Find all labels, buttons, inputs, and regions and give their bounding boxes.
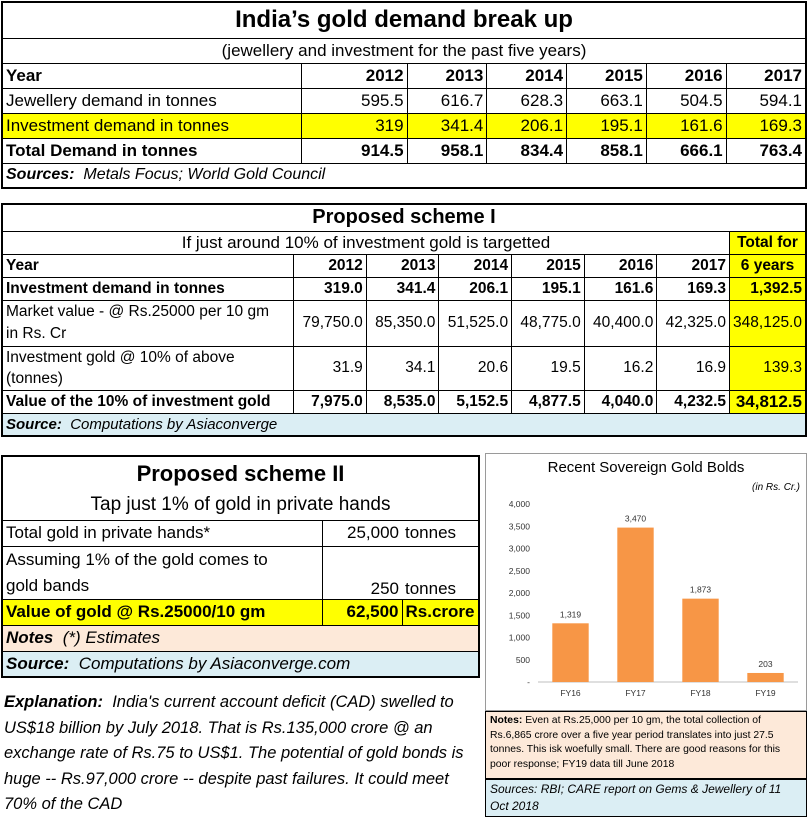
table-row bbox=[2, 346, 806, 390]
value-cell: 958.1 bbox=[407, 138, 487, 163]
value-cell: 250 bbox=[323, 546, 402, 599]
row-label bbox=[2, 300, 294, 346]
scheme1-title: Proposed scheme I bbox=[2, 204, 806, 231]
chart-unit-note: (in Rs. Cr.) bbox=[752, 482, 800, 493]
value-cell: 34.1 bbox=[366, 346, 439, 390]
year-header: Year bbox=[2, 63, 301, 88]
scheme1-table-block bbox=[1, 203, 807, 437]
value-cell: 169.3 bbox=[726, 113, 806, 138]
value-cell: 858.1 bbox=[567, 138, 647, 163]
explanation-text bbox=[4, 690, 482, 818]
scheme2-table-block bbox=[1, 455, 480, 678]
year-cell: 2014 bbox=[487, 63, 567, 88]
value-cell: 341.4 bbox=[366, 277, 439, 300]
unit-cell: tonnes bbox=[402, 520, 479, 546]
scheme1-source bbox=[2, 413, 806, 436]
table-row bbox=[2, 88, 806, 113]
year-cell: 2012 bbox=[294, 254, 367, 277]
scheme2-subtitle: Tap just 1% of gold in private hands bbox=[2, 490, 479, 520]
row-label: Total Demand in tonnes bbox=[2, 138, 301, 163]
value-cell: 42,325.0 bbox=[657, 300, 730, 346]
row-label bbox=[2, 346, 294, 390]
chart-notes-label: Notes: bbox=[490, 715, 523, 726]
sources-label: Sources: bbox=[6, 166, 75, 184]
scheme1-subtitle: If just around 10% of investment gold is targetted bbox=[2, 231, 730, 254]
demand-subtitle: (jewellery and investment for the past five years) bbox=[2, 38, 806, 63]
year-cell: 2017 bbox=[657, 254, 730, 277]
value-cell: 4,232.5 bbox=[657, 390, 730, 413]
value-cell: 16.2 bbox=[584, 346, 657, 390]
table-row bbox=[2, 599, 479, 625]
y-tick-label: 500 bbox=[515, 654, 530, 665]
notes-text: (*) Estimates bbox=[62, 628, 160, 647]
row-label: Jewellery demand in tonnes bbox=[2, 88, 301, 113]
row-label: Total gold in private hands* bbox=[2, 520, 323, 546]
source-label: Source: bbox=[6, 415, 62, 433]
row-label: Investment demand in tonnes bbox=[2, 113, 301, 138]
scheme2-notes bbox=[2, 625, 479, 651]
x-tick-label: FY16 bbox=[560, 688, 581, 698]
data-label: 1,873 bbox=[689, 584, 712, 595]
scheme2-source bbox=[2, 651, 479, 677]
row-label-line: gold bands bbox=[6, 575, 90, 595]
y-tick-label: - bbox=[527, 677, 530, 687]
value-cell: 628.3 bbox=[487, 88, 567, 113]
total-cell: 348,125.0 bbox=[730, 300, 807, 346]
value-cell: 834.4 bbox=[487, 138, 567, 163]
value-cell: 594.1 bbox=[726, 88, 806, 113]
value-cell: 595.5 bbox=[301, 88, 407, 113]
row-label-line: Assuming 1% of the gold comes to bbox=[6, 549, 268, 569]
value-cell: 161.6 bbox=[646, 113, 726, 138]
value-cell: 169.3 bbox=[657, 277, 730, 300]
value-cell: 5,152.5 bbox=[439, 390, 512, 413]
chart-notes-text: Even at Rs.25,000 per 10 gm, the total collection of Rs.6,865 crore over a five year period translates into just 27.5 tonnes. This isk woefully small. There are good reasons for this poor response; FY19 data till June 2018 bbox=[490, 715, 781, 770]
bar bbox=[552, 623, 588, 682]
source-text: Computations by Asiaconverge bbox=[70, 415, 278, 433]
y-tick-label: 3,500 bbox=[508, 521, 530, 532]
value-cell: 79,750.0 bbox=[294, 300, 367, 346]
value-cell: 319 bbox=[301, 113, 407, 138]
unit-cell: tonnes bbox=[402, 546, 479, 599]
unit-cell: Rs.crore bbox=[402, 599, 479, 625]
data-label: 3,470 bbox=[624, 513, 647, 524]
data-label: 203 bbox=[758, 658, 773, 669]
sgb-chart-svg bbox=[486, 454, 806, 710]
notes-label: Notes bbox=[6, 628, 54, 647]
table-row bbox=[2, 138, 806, 163]
table-row bbox=[2, 277, 806, 300]
year-cell: 2016 bbox=[584, 254, 657, 277]
row-label-line: (tonnes) bbox=[6, 370, 63, 387]
value-cell: 16.9 bbox=[657, 346, 730, 390]
value-cell: 4,040.0 bbox=[584, 390, 657, 413]
y-tick-label: 2,000 bbox=[508, 588, 530, 598]
row-label-line: in Rs. Cr bbox=[6, 325, 67, 342]
x-tick-label: FY17 bbox=[625, 688, 646, 698]
value-cell: 4,877.5 bbox=[512, 390, 585, 413]
value-cell: 763.4 bbox=[726, 138, 806, 163]
total-cell: 1,392.5 bbox=[730, 277, 807, 300]
value-cell: 195.1 bbox=[512, 277, 585, 300]
row-label: Investment demand in tonnes bbox=[2, 277, 294, 300]
data-label: 1,319 bbox=[559, 609, 582, 620]
y-tick-label: 1,500 bbox=[508, 610, 530, 621]
total-cell: 139.3 bbox=[730, 346, 807, 390]
row-label: Value of the 10% of investment gold bbox=[2, 390, 294, 413]
value-cell: 663.1 bbox=[567, 88, 647, 113]
year-cell: 2013 bbox=[366, 254, 439, 277]
value-cell: 8,535.0 bbox=[366, 390, 439, 413]
source-text: Computations by Asiaconverge.com bbox=[78, 653, 351, 673]
value-cell: 666.1 bbox=[646, 138, 726, 163]
value-cell: 19.5 bbox=[512, 346, 585, 390]
demand-sources bbox=[2, 163, 806, 188]
bar bbox=[747, 673, 783, 682]
scheme2-table bbox=[1, 455, 480, 678]
y-tick-label: 3,000 bbox=[508, 543, 530, 554]
value-cell: 341.4 bbox=[407, 113, 487, 138]
value-cell: 206.1 bbox=[487, 113, 567, 138]
value-cell: 504.5 bbox=[646, 88, 726, 113]
total-header: Total for bbox=[730, 231, 807, 254]
value-cell: 206.1 bbox=[439, 277, 512, 300]
value-cell: 914.5 bbox=[301, 138, 407, 163]
demand-title: India’s gold demand break up bbox=[2, 2, 806, 38]
x-tick-label: FY18 bbox=[690, 688, 711, 698]
y-tick-label: 2,500 bbox=[508, 565, 530, 576]
y-tick-label: 4,000 bbox=[508, 499, 530, 509]
sgb-chart bbox=[485, 453, 807, 711]
row-label: Value of gold @ Rs.25000/10 gm bbox=[2, 599, 323, 625]
value-cell: 161.6 bbox=[584, 277, 657, 300]
chart-notes bbox=[485, 711, 807, 779]
table-row bbox=[2, 520, 479, 546]
gold-demand-table bbox=[1, 1, 807, 189]
row-label-line: Market value - @ Rs.25000 per 10 gm bbox=[6, 303, 269, 320]
year-cell: 2015 bbox=[567, 63, 647, 88]
value-cell: 319.0 bbox=[294, 277, 367, 300]
explanation-label: Explanation: bbox=[4, 693, 104, 711]
value-cell: 48,775.0 bbox=[512, 300, 585, 346]
value-cell: 20.6 bbox=[439, 346, 512, 390]
total-header: 6 years bbox=[730, 254, 807, 277]
bar bbox=[617, 528, 653, 682]
explanation-body: India's current account deficit (CAD) swelled to US$18 billion by July 2018. That is Rs.135,000 crore @ an exchange rate of Rs.75 to US$1. The potential of gold bonds is huge -- Rs.97,000 crore -- despite past failures. It could meet 70% of the CAD bbox=[4, 693, 464, 813]
bar bbox=[682, 599, 718, 682]
x-tick-label: FY19 bbox=[755, 688, 776, 698]
chart-plot-area bbox=[509, 499, 798, 698]
source-label: Source: bbox=[6, 653, 70, 673]
value-cell: 51,525.0 bbox=[439, 300, 512, 346]
year-cell: 2012 bbox=[301, 63, 407, 88]
year-cell: 2014 bbox=[439, 254, 512, 277]
value-cell: 195.1 bbox=[567, 113, 647, 138]
value-cell: 25,000 bbox=[323, 520, 402, 546]
year-header: Year bbox=[2, 254, 294, 277]
gold-demand-table-block bbox=[1, 1, 807, 189]
y-tick-label: 1,000 bbox=[508, 632, 530, 643]
sources-text: Metals Focus; World Gold Council bbox=[83, 166, 326, 184]
table-row bbox=[2, 300, 806, 346]
scheme2-title: Proposed scheme II bbox=[2, 456, 479, 490]
value-cell: 31.9 bbox=[294, 346, 367, 390]
year-cell: 2017 bbox=[726, 63, 806, 88]
total-cell: 34,812.5 bbox=[730, 390, 807, 413]
row-label bbox=[2, 546, 323, 599]
year-cell: 2016 bbox=[646, 63, 726, 88]
value-cell: 62,500 bbox=[323, 599, 402, 625]
chart-sources: Sources: RBI; CARE report on Gems & Jewellery of 11 Oct 2018 bbox=[485, 779, 807, 817]
value-cell: 616.7 bbox=[407, 88, 487, 113]
year-cell: 2015 bbox=[512, 254, 585, 277]
chart-title: Recent Sovereign Gold Bolds bbox=[547, 459, 745, 476]
table-row bbox=[2, 113, 806, 138]
table-row bbox=[2, 546, 479, 599]
row-label-line: Investment gold @ 10% of above bbox=[6, 349, 235, 366]
value-cell: 40,400.0 bbox=[584, 300, 657, 346]
value-cell: 85,350.0 bbox=[366, 300, 439, 346]
scheme1-table bbox=[1, 203, 807, 437]
year-cell: 2013 bbox=[407, 63, 487, 88]
value-cell: 7,975.0 bbox=[294, 390, 367, 413]
table-row bbox=[2, 390, 806, 413]
